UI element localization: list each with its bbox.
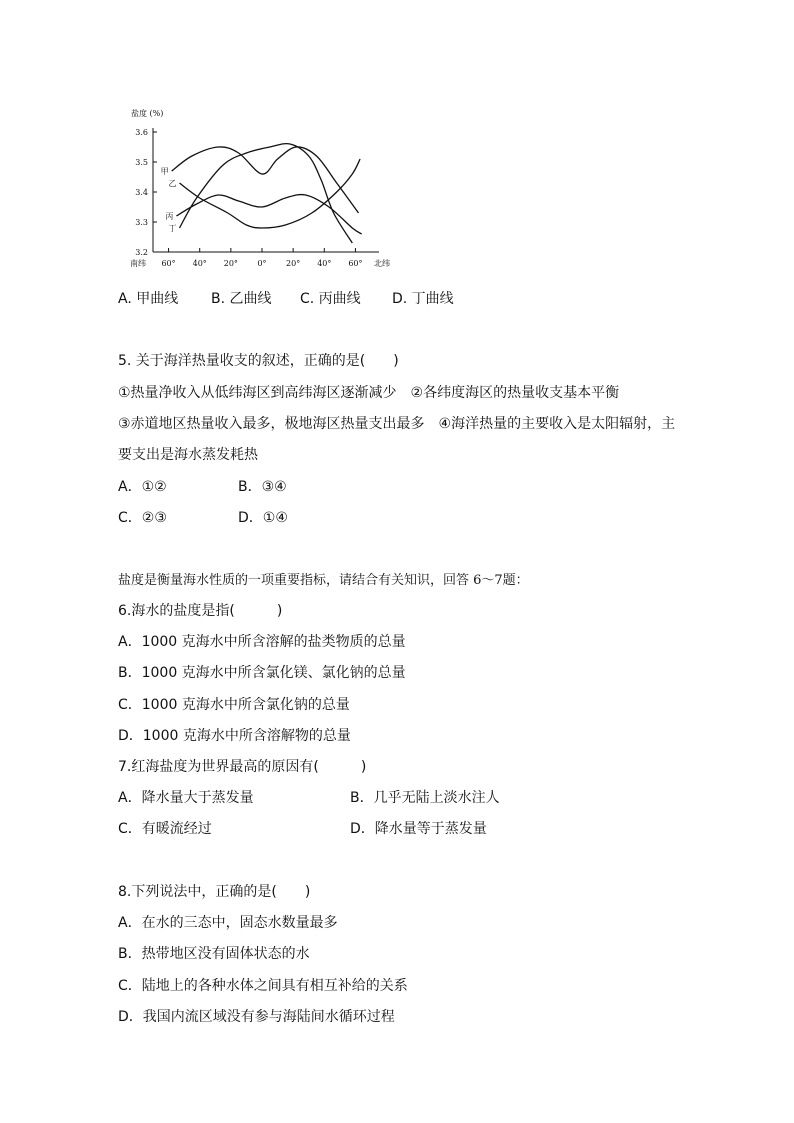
q6-option-d[interactable]: D．1000 克海水中所含溶解物的总量 <box>118 728 351 744</box>
y-tick-label: 3.2 <box>135 248 148 257</box>
y-tick-label: 3.6 <box>135 128 148 137</box>
y-axis-label: 盐度 (%) <box>131 109 164 118</box>
q5-statement-line-3: 要支出是海水蒸发耗热 <box>118 447 258 463</box>
q6-option-c[interactable]: C．1000 克海水中所含氯化钠的总量 <box>118 697 350 713</box>
series-label-2: 乙 <box>168 179 177 188</box>
q8-option-b[interactable]: B．热带地区没有固体状态的水 <box>118 946 310 962</box>
q8-stem: 8.下列说法中，正确的是( ) <box>118 884 311 900</box>
x-left-label: 南纬 <box>130 259 146 268</box>
q4-option-b[interactable]: B. 乙曲线 <box>211 291 272 307</box>
y-tick-label: 3.4 <box>135 188 148 197</box>
q5-option-d[interactable]: D．①④ <box>238 510 288 526</box>
x-tick-label: 0° <box>257 259 267 268</box>
series-label-1: 甲 <box>160 167 169 176</box>
q6-option-b[interactable]: B．1000 克海水中所含氯化镁、氯化钠的总量 <box>118 665 406 681</box>
x-tick-label: 60° <box>348 259 363 268</box>
q5-statement-line-1: ①热量净收入从低纬海区到高纬海区逐渐减少 ②各纬度海区的热量收支基本平衡 <box>118 385 620 401</box>
chart-axes <box>153 128 379 252</box>
x-tick-label: 20° <box>223 259 238 268</box>
q4-option-c[interactable]: C. 丙曲线 <box>300 291 361 307</box>
q8-option-c[interactable]: C．陆地上的各种水体之间具有相互补给的关系 <box>118 978 408 994</box>
q5-stem: 5. 关于海洋热量收支的叙述，正确的是( ) <box>118 353 399 369</box>
salinity-chart <box>128 104 398 274</box>
section-intro: 盐度是衡量海水性质的一项重要指标，请结合有关知识，回答 6～7题： <box>118 573 529 588</box>
x-right-label: 北纬 <box>374 259 390 268</box>
y-tick-label: 3.3 <box>135 218 148 227</box>
q7-option-c[interactable]: C．有暖流经过 <box>118 821 212 837</box>
x-tick-label: 60° <box>161 259 176 268</box>
q5-option-b[interactable]: B．③④ <box>238 479 287 495</box>
series-label-3: 丙 <box>165 212 174 221</box>
q5-option-c[interactable]: C．②③ <box>118 510 167 526</box>
q7-option-d[interactable]: D．降水量等于蒸发量 <box>350 821 487 837</box>
x-tick-label: 40° <box>192 259 207 268</box>
chart-series <box>161 144 362 243</box>
q7-option-b[interactable]: B．几乎无陆上淡水注人 <box>350 790 500 806</box>
q7-option-a[interactable]: A．降水量大于蒸发量 <box>118 790 254 806</box>
q5-statement-line-2: ③赤道地区热量收入最多，极地海区热量支出最多 ④海洋热量的主要收入是太阳辐射，主 <box>118 416 676 432</box>
q7-stem: 7.红海盐度为世界最高的原因有( ) <box>118 759 367 775</box>
x-tick-label: 40° <box>317 259 332 268</box>
q5-option-a[interactable]: A．①② <box>118 479 167 495</box>
q8-option-a[interactable]: A．在水的三态中，固态水数量最多 <box>118 915 338 931</box>
series-label-4: 丁 <box>168 224 177 233</box>
q4-option-d[interactable]: D. 丁曲线 <box>392 291 454 307</box>
x-tick-label: 20° <box>286 259 301 268</box>
q6-option-a[interactable]: A．1000 克海水中所含溶解的盐类物质的总量 <box>118 634 406 650</box>
q4-option-a[interactable]: A. 甲曲线 <box>118 291 179 307</box>
y-tick-label: 3.5 <box>135 158 148 167</box>
q6-stem: 6.海水的盐度是指( ) <box>118 603 283 619</box>
q8-option-d[interactable]: D．我国内流区域没有参与海陆间水循环过程 <box>118 1009 395 1025</box>
